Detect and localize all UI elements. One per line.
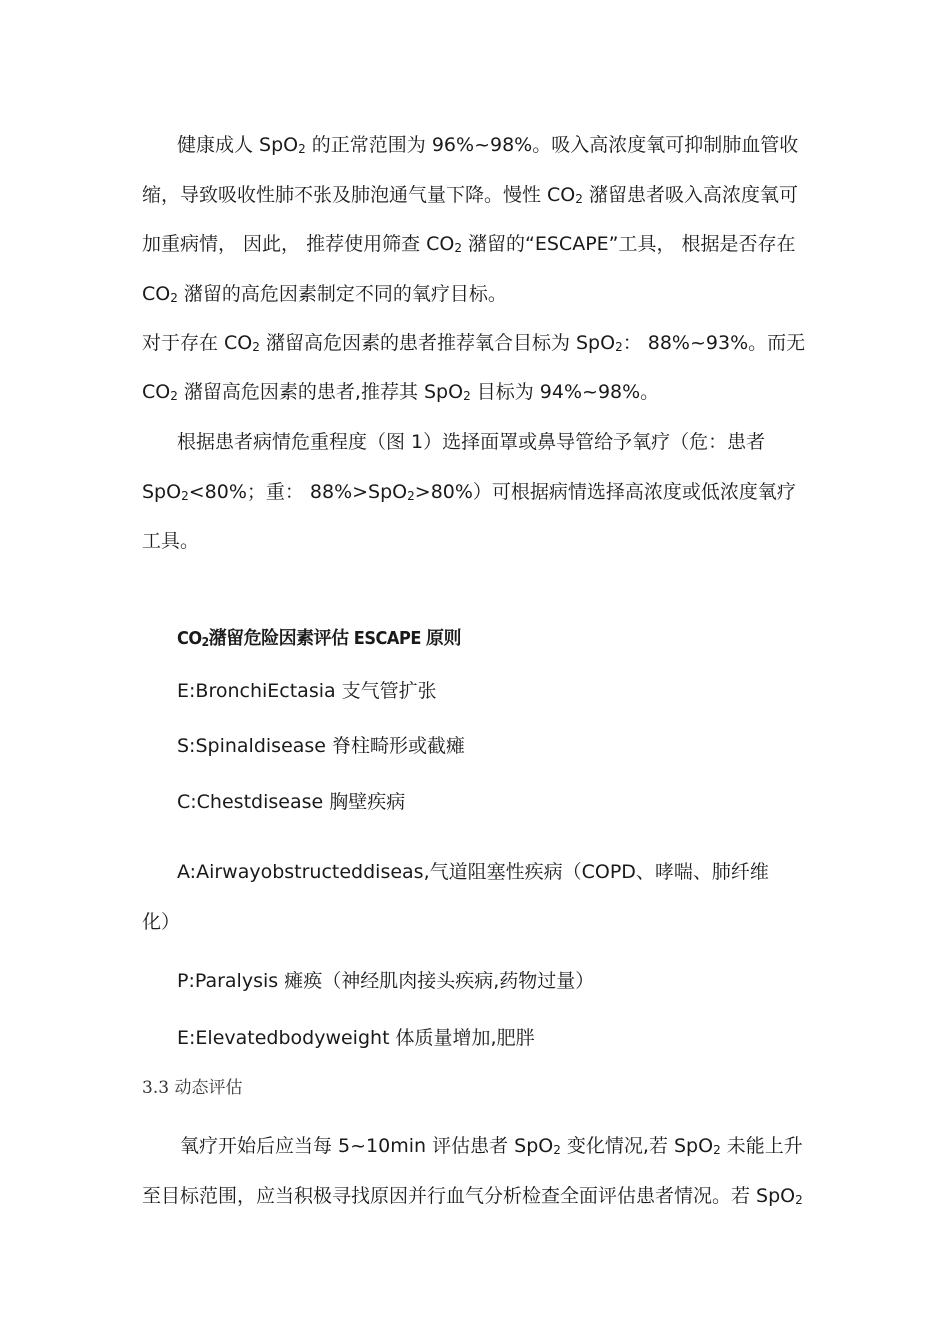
paragraph-1-line-4: $CO_2$ 潴留的高危因素制定不同的氧疗目标。 (142, 283, 507, 305)
paragraph-1-line-1: 健康成人 SpO$_2$ 的正常范围为 96%~98%。吸入高浓度氧可抑制肺血管收 (177, 134, 799, 156)
escape-item-a-continued: 化） (142, 911, 181, 933)
section-title: 3.3 动态评估 (142, 1078, 243, 1098)
paragraph-2-line-2: $CO_2$ 潴留高危因素的患者,推荐其 SpO$_2$ 目标为 94%~98%。 (142, 381, 660, 403)
paragraph-4-line-2: 至目标范围，应当积极寻找原因并行血气分析检查全面评估患者情况。若 SpO$_2$ (142, 1185, 803, 1207)
escape-item-a: A:Airwayobstructeddiseas,气道阻塞性疾病（COPD、哮喘、肺纤维 (177, 861, 769, 883)
escape-item-p: P:Paralysis 瘫痪（神经肌肉接头疾病,药物过量） (177, 970, 595, 992)
paragraph-1-line-3: 加重病情， 因此， 推荐使用筛查 $CO_2$ 潴留的“ESCAPE”工具， 根据是否存在 (142, 233, 796, 255)
escape-item-e: E:BronchiEctasia 支气管扩张 (177, 680, 437, 702)
escape-item-c: C:Chestdisease 胸壁疾病 (177, 791, 406, 813)
paragraph-3-line-3: 工具。 (142, 530, 200, 552)
paragraph-4-line-1: 氧疗开始后应当每 5~10min 评估患者 SpO$_2$ 变化情况,若 SpO$_2$ 未能上升 (180, 1135, 803, 1157)
paragraph-3-line-1: 根据患者病情危重程度（图 1）选择面罩或鼻导管给予氧疗（危：患者 (177, 431, 766, 453)
paragraph-1-line-2: 缩，导致吸收性肺不张及肺泡通气量下降。慢性 $CO_2$ 潴留患者吸入高浓度氧可 (142, 184, 798, 206)
escape-item-s: S:Spinaldisease 脊柱畸形或截瘫 (177, 735, 466, 757)
paragraph-2-line-1: 对于存在 $CO_2$ 潴留高危因素的患者推荐氧合目标为 SpO$_2$： 88%~93%。而无 (142, 332, 806, 354)
paragraph-3-line-2: SpO$_2$<80%；重： 88%>SpO$_2$>80%）可根据病情选择高浓度或低浓度氧疗 (142, 481, 796, 503)
escape-item-e2: E:Elevatedbodyweight 体质量增加,肥胖 (177, 1027, 535, 1049)
escape-heading: $CO_2$潴留危险因素评估 ESCAPE 原则 (177, 628, 462, 649)
